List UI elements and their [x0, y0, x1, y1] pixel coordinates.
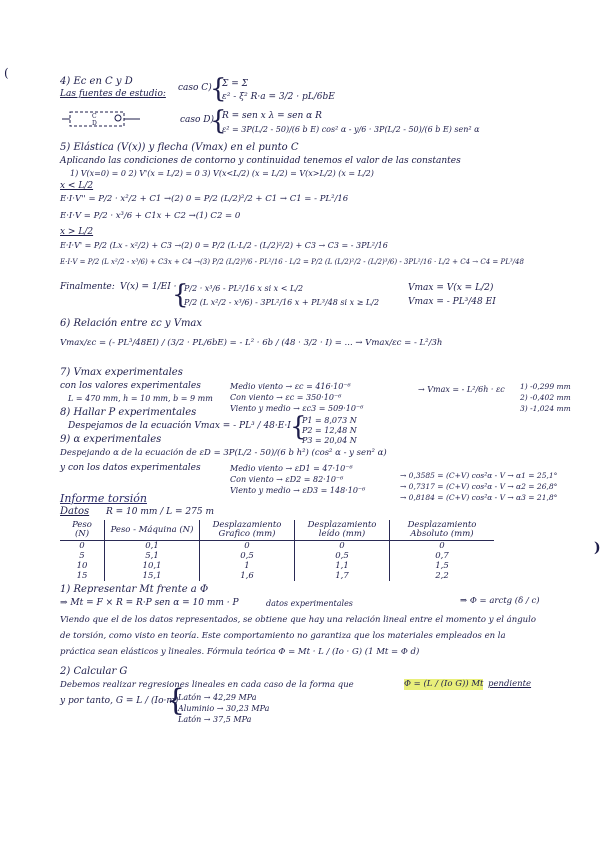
section-7-m2: Con viento → εc = 350·10⁻⁶ [230, 393, 342, 402]
section-5-intro: Aplicando las condiciones de contorno y continuidad tenemos el valor de las constantes [60, 156, 461, 166]
torsion-2-title: 2) Calcular G [60, 666, 128, 677]
beam-sketch [62, 108, 142, 130]
table-cell: 1,1 [295, 561, 390, 571]
column-header: Desplazamiento Absoluto (mm) [390, 520, 495, 541]
final-v: V(x) = 1/EI · [120, 282, 177, 292]
section-7-intro: con los valores experimentales [60, 381, 201, 391]
vmax-value: Vmax = - PL³/48 EI [408, 297, 496, 307]
case-c-label: caso C) [178, 83, 212, 93]
case-c-eq1: Σ = Σ [222, 79, 248, 89]
table-cell: 5 [79, 551, 85, 561]
section-9-r3: → 0,8184 = (C+V) cos²α - V → α3 = 21,8° [400, 493, 558, 502]
torsion-2-g3: Latón → 37,5 MPa [178, 715, 252, 724]
table-cell: 10,1 [105, 561, 200, 571]
section-7-title: 7) Vmax experimentales [60, 367, 183, 378]
section-7-r1: 1) -0,299 mm [520, 382, 571, 391]
section-7-params: L = 470 mm, h = 10 mm, b = 9 mm [68, 394, 213, 403]
section-5-title: 5) Elástica (V(x)) y flecha (Vmax) en el punto C [60, 142, 299, 153]
torsion-2-g2: Aluminio → 30,23 MPa [178, 704, 270, 713]
section-8-p1: P1 = 8,073 N [302, 416, 357, 425]
section-9-text2: y con los datos experimentales [60, 463, 201, 473]
torsion-2-g1: Latón → 42,29 MPa [178, 693, 257, 702]
vmax-definition: Vmax = V(x = L/2) [408, 283, 494, 293]
table-header-row [60, 520, 494, 541]
table-cell: 2,2 [390, 571, 495, 581]
final-case-2: P/2 (L x²/2 - x³/6) - 3PL²/16 x + PL³/48 si x ≥ L/2 [184, 298, 380, 307]
torsion-1-eq1: ⇒ Mt = F × R = R·P sen α = 10 mm · P [60, 598, 239, 608]
torsion-1-text1: Viendo que el de los datos representados, se obtiene que hay una relación lineal entre el momento y el ángulo [60, 615, 536, 625]
torsion-data-table [60, 520, 494, 581]
section-9-m3: Viento y medio → εD3 = 148·10⁻⁶ [230, 486, 366, 495]
table-cell: 10 [76, 561, 88, 571]
case-d-eq1: R = sen x λ = sen α R [222, 111, 322, 121]
range-2-label: x > L/2 [60, 227, 94, 237]
section-9-text: Despejando α de la ecuación de εD = 3P(L/2 - 50)/(6 b h²) (cos² α - y sen² α) [60, 448, 387, 458]
range-1-eq2: E·I·V = P/2 · x³/6 + C1x + C2 →(1) C2 = 0 [60, 211, 241, 221]
table-cell: 0,5 [200, 551, 295, 561]
torsion-1-title: 1) Representar Mt frente a Φ [60, 584, 209, 595]
torsion-2-g: y por tanto, G = L / (Io·m) [60, 696, 179, 706]
section-8-title: 8) Hallar P experimentales [60, 407, 197, 418]
margin-mark: ) [594, 540, 601, 556]
section-7-formula: → Vmax = - L²/6h · εc [418, 385, 505, 394]
final-case-1: P/2 · x³/6 - PL²/16 x si x < L/2 [184, 284, 304, 293]
torsion-1-eq2: datos experimentales [266, 599, 353, 608]
section-8-text: Despejamos de la ecuación Vmax = - PL³ / 48·E·I [68, 421, 291, 431]
final-brace: { [172, 280, 189, 310]
table-cell: 0 [390, 541, 495, 552]
table-cell: 0,5 [295, 551, 390, 561]
case-c-eq2: ε² - ξ² R·a = 3/2 · pL/6bE [222, 92, 335, 102]
torsion-title: Informe torsión [60, 492, 147, 505]
section-4-title: 4) Ec en C y D [60, 76, 133, 87]
torsion-2-brace: { [166, 683, 186, 718]
torsion-1-text2: de torsión, como visto en teoría. Este comportamiento no garantiza que los materiales empleados en la [60, 631, 506, 641]
svg-text:C: C [92, 113, 97, 120]
case-d-brace: { [210, 106, 227, 136]
section-9-m2: Con viento → εD2 = 82·10⁻⁶ [230, 475, 344, 484]
section-9-r2: → 0,7317 = (C+V) cos²α - V → α2 = 26,8° [400, 482, 558, 491]
section-9-r1: → 0,3585 = (C+V) cos²α - V → α1 = 25,1° [400, 471, 558, 480]
datos-label: Datos [60, 506, 90, 517]
range-2-eq1: E·I·V' = P/2 (Lx - x²/2) + C3 →(2) 0 = P/2 (L·L/2 - (L/2)²/2) + C3 → C3 = - 3PL²/16 [60, 241, 388, 250]
table-cell: 15 [76, 571, 88, 581]
column-header: Desplazamiento leído (mm) [295, 520, 390, 541]
section-7-r2: 2) -0,402 mm [520, 393, 571, 402]
table-cell: 0 [200, 541, 295, 552]
table-row [60, 541, 494, 552]
table-row [60, 551, 494, 561]
table-row [60, 561, 494, 571]
section-8-p3: P3 = 20,04 N [302, 436, 357, 445]
table-cell: 5,1 [105, 551, 200, 561]
table-row [60, 571, 494, 581]
table-cell: 0 [295, 541, 390, 552]
case-c-brace: { [210, 74, 227, 104]
section-9-title: 9) α experimentales [60, 434, 162, 445]
final-label: Finalmente: [60, 282, 115, 292]
torsion-2-pendiente: pendiente [488, 679, 532, 689]
section-6-title: 6) Relación entre εc y Vmax [60, 318, 203, 329]
section-4-subtitle: Las fuentes de estudio: [60, 89, 166, 99]
table-cell: 15,1 [105, 571, 200, 581]
table-cell: 1,6 [200, 571, 295, 581]
table-cell: 1,7 [295, 571, 390, 581]
margin-mark: ( [4, 66, 9, 80]
torsion-2-text: Debemos realizar regresiones lineales en cada caso de la forma que [60, 680, 354, 690]
section-7-m3: Viento y medio → εc3 = 509·10⁻⁶ [230, 404, 364, 413]
torsion-1-eq3: ⇒ Φ = arctg (δ / c) [460, 596, 540, 606]
case-d-eq2: ε² = 3P(L/2 - 50)/(6 b E) cos² α - y/6 · 3P(L/2 - 50)/(6 b E) sen² α [222, 125, 480, 134]
table-cell: 0 [79, 541, 85, 551]
column-header: Peso - Máquina (N) [105, 520, 200, 541]
datos-values: R = 10 mm / L = 275 m [106, 507, 214, 517]
section-8-p2: P2 = 12,48 N [302, 426, 357, 435]
section-7-m1: Medio viento → εc = 416·10⁻⁶ [230, 382, 351, 391]
svg-text:D: D [92, 120, 97, 127]
table-cell: 0,7 [390, 551, 495, 561]
torsion-1-text3: práctica sean elásticos y lineales. Fórmula teórica Φ = Mt · L / (Io · G) (1 Mt = Φ d) [60, 647, 420, 657]
column-header: Peso (N) [60, 520, 105, 541]
torsion-2-formula: Φ = (L / (Io G)) Mt [404, 679, 484, 689]
table-cell: 1,5 [390, 561, 495, 571]
section-9-m1: Medio viento → εD1 = 47·10⁻⁶ [230, 464, 353, 473]
section-7-r3: 3) -1,024 mm [520, 404, 571, 413]
section-5-conditions: 1) V(x=0) = 0 2) V'(x = L/2) = 0 3) V(x<L/2) (x = L/2) = V(x>L/2) (x = L/2) [70, 169, 374, 178]
section-6-eq: Vmax/εc = (- PL³/48EI) / (3/2 · PL/6bE) = - L² · 6b / (48 · 3/2 · I) = ... → Vmax/εc = - L²/3h [60, 338, 443, 348]
table-cell: 0,1 [105, 541, 200, 552]
range-1-label: x < L/2 [60, 181, 94, 191]
column-header: Desplazamiento Grafico (mm) [200, 520, 295, 541]
table-cell: 1 [200, 561, 295, 571]
range-1-eq1: E·I·V'' = P/2 · x²/2 + C1 →(2) 0 = P/2 (L/2)²/2 + C1 → C1 = - PL²/16 [60, 194, 349, 204]
range-2-eq2: E·I·V = P/2 (L x²/2 - x³/6) + C3x + C4 →(3) P/2 (L/2)³/6 - PL²/16 · L/2 = P/2 (L (L/2)²/2 - (L/2)³/6) - 3PL²/16 · L/2 + C4 → C4 = PL³/48 [60, 258, 524, 266]
case-d-label: caso D) [180, 115, 215, 125]
section-8-brace: { [290, 412, 307, 442]
